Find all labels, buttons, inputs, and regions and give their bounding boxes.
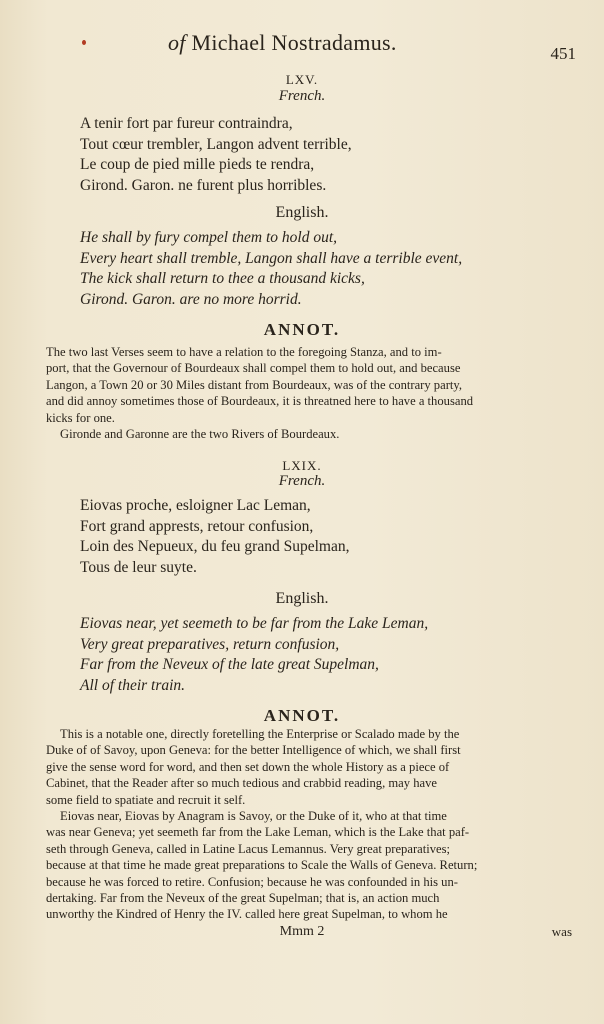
- french-label: French.: [278, 88, 326, 104]
- english-verse: [80, 228, 462, 310]
- annotation-text: [46, 344, 541, 442]
- annotation-line: Eiovas near, Eiovas by Anagram is Savoy, or the Duke of it, who at that time: [60, 808, 447, 823]
- running-title-main: Michael Nostradamus.: [191, 30, 397, 55]
- annotation-line: port, that the Governour of Bourdeaux shall compel them to hold out, and because: [46, 361, 461, 376]
- verse-line: Eiovas proche, esloigner Lac Leman,: [80, 497, 311, 514]
- annotation-heading: ANNOT.: [263, 320, 341, 339]
- annotation-line: Duke of of Savoy, upon Geneva: for the better Intelligence of which, we shall first: [46, 743, 461, 758]
- page-number: 451: [550, 44, 576, 63]
- annotation-line: This is a notable one, directly foretelling the Enterprise or Scalado made by the: [60, 727, 460, 741]
- verse-line: Girond. Garon. are no more horrid.: [80, 290, 302, 308]
- annotation-line: give the sense word for word, and then set down the whole History as a piece of: [46, 759, 450, 774]
- verse-line: The kick shall return to thee a thousand kicks,: [80, 270, 365, 287]
- signature-mark: Mmm 2: [279, 924, 325, 939]
- annotation-line: unworthy the Kindred of Henry the IV. called here great Supelman, to whom he: [46, 907, 448, 922]
- annotation-line: Langon, a Town 20 or 30 Miles distant from Bourdeaux, was of the contrary party,: [46, 377, 463, 392]
- annotation-line: because he was forced to retire. Confusion; because he was confounded in his un-: [46, 874, 458, 889]
- verse-line: Fort grand apprests, retour confusion,: [80, 517, 314, 535]
- verse-line: All of their train.: [80, 676, 186, 694]
- quatrain-number: LXIX.: [282, 458, 322, 473]
- verse-line: Far from the Neveux of the late great Supelman,: [80, 656, 379, 673]
- verse-line: Eiovas near, yet seemeth to be far from the Lake Leman,: [80, 615, 429, 632]
- annotation-line: was near Geneva; yet seemeth far from the Lake Leman, which is the Lake that paf-: [46, 825, 470, 840]
- english-label: English.: [275, 204, 329, 221]
- french-label: French.: [278, 473, 326, 489]
- annotation-heading: ANNOT.: [263, 706, 341, 725]
- verse-line: Tous de leur suyte.: [80, 558, 197, 576]
- verse-line: Loin des Nepueux, du feu grand Supelman,: [80, 538, 350, 555]
- running-head: [0, 28, 604, 63]
- verse-line: He shall by fury compel them to hold out,: [80, 229, 337, 246]
- annotation-line: seth through Geneva, called in Latine Lacus Lemannus. Very great preparatives;: [46, 841, 451, 856]
- verse-line: Tout cœur trembler, Langon advent terrible,: [80, 135, 352, 153]
- annotation-line: kicks for one.: [46, 410, 115, 425]
- running-title: [168, 30, 397, 56]
- verse-line: Very great preparatives, return confusion,: [80, 635, 340, 653]
- running-title-prefix: of: [168, 30, 186, 55]
- english-verse: [80, 614, 428, 696]
- french-verse: [80, 114, 352, 196]
- annotation-line: Cabinet, that the Reader after so much tedious and crabbid reading, may have: [46, 776, 437, 791]
- catchword: was: [551, 924, 572, 939]
- french-verse: [80, 496, 349, 578]
- verse-line: Girond. Garon. ne furent plus horribles.: [80, 176, 327, 194]
- annotation-line: and did annoy sometimes those of Bourdeaux, it is threatned here to have a thousand: [46, 394, 474, 409]
- english-label: English.: [275, 590, 329, 607]
- verse-line: Le coup de pied mille pieds te rendra,: [80, 156, 315, 173]
- quatrain-number: LXV.: [285, 72, 319, 87]
- annotation-line: some field to spatiate and recruit it self.: [46, 792, 246, 807]
- verse-line: A tenir fort par fureur contraindra,: [80, 115, 293, 132]
- annotation-line: Gironde and Garonne are the two Rivers of Bourdeaux.: [60, 426, 340, 441]
- annotation-line: because at that time he made great preparations to Scale the Walls of Geneva. Return;: [46, 858, 478, 873]
- annotation-line: dertaking. Far from the Neveux of the great Supelman; that is, an action much: [46, 890, 440, 905]
- annotation-text: [46, 726, 541, 923]
- annotation-line: The two last Verses seem to have a relation to the foregoing Stanza, and to im-: [46, 345, 442, 359]
- verse-line: Every heart shall tremble, Langon shall have a terrible event,: [80, 249, 463, 267]
